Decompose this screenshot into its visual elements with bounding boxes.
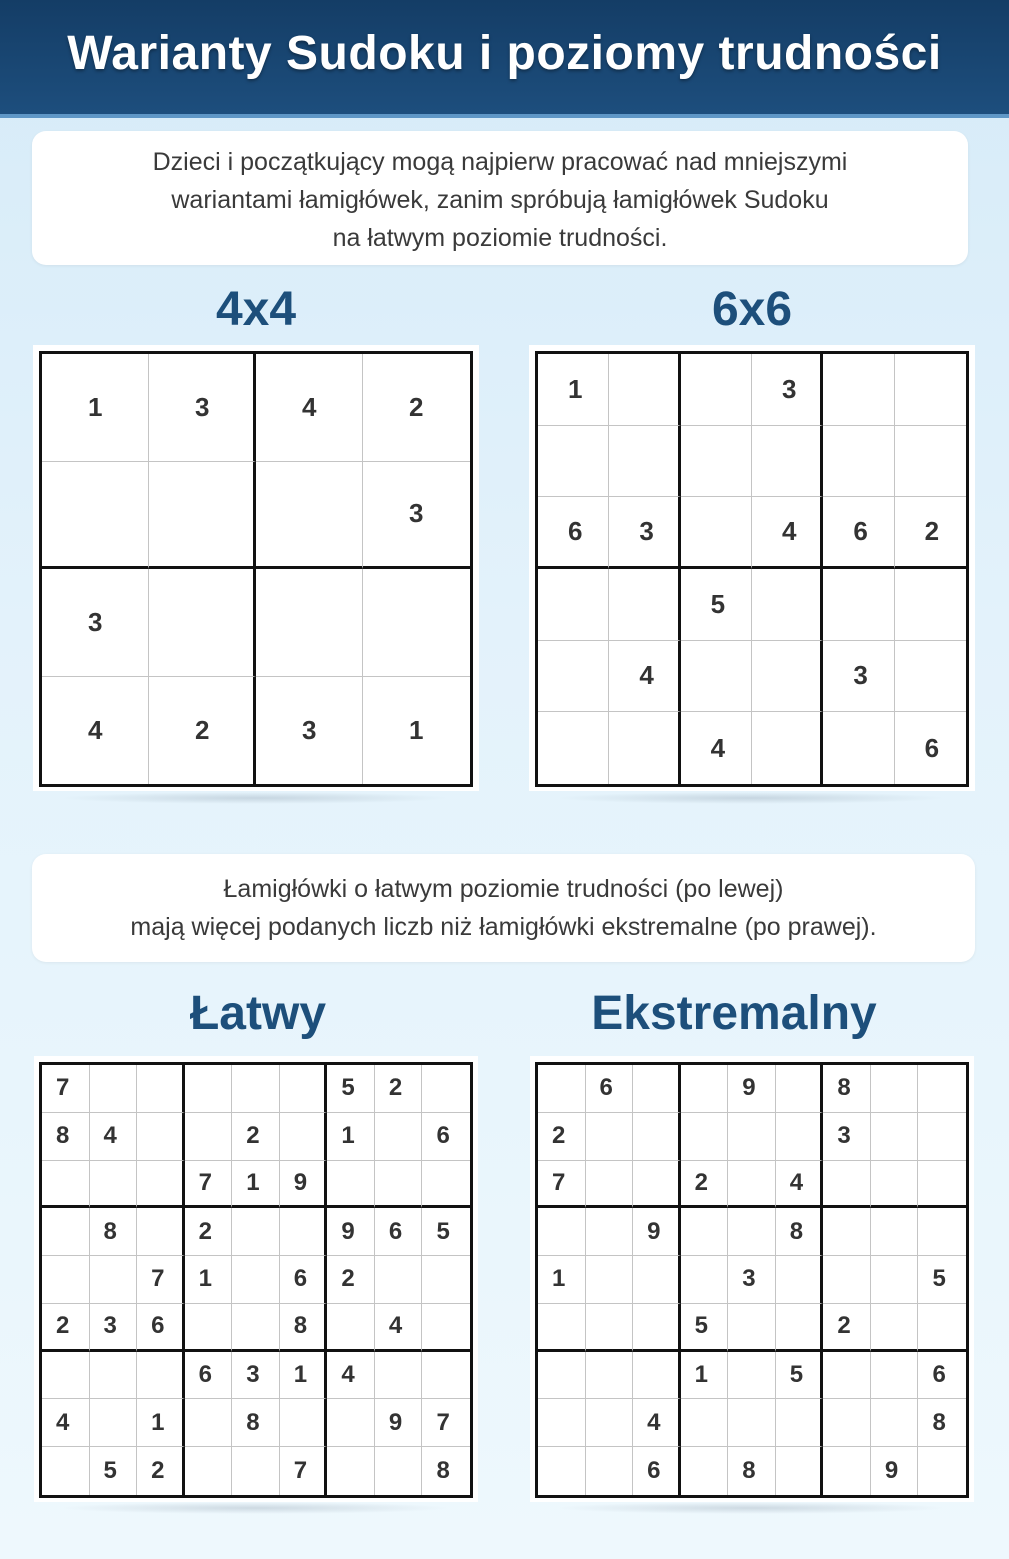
sudoku-cell — [752, 641, 823, 713]
sudoku-cell — [633, 1256, 681, 1304]
sudoku-cell — [90, 1352, 138, 1400]
sudoku-cell — [823, 569, 894, 641]
sudoku-cell — [681, 1208, 729, 1256]
page-title: Warianty Sudoku i poziomy trudności — [67, 27, 942, 80]
sudoku-cell: 4 — [327, 1352, 375, 1400]
sudoku-cell — [871, 1113, 919, 1161]
sudoku-cell: 9 — [375, 1399, 423, 1447]
sudoku-cell — [280, 1113, 328, 1161]
sudoku-cell — [375, 1447, 423, 1495]
sudoku-cell — [871, 1399, 919, 1447]
sudoku-cell — [185, 1399, 233, 1447]
puzzle-title-4x4: 4x4 — [215, 283, 297, 336]
sudoku-cell: 3 — [232, 1352, 280, 1400]
sudoku-cell: 1 — [409, 714, 424, 745]
sudoku-cell — [149, 569, 256, 677]
sudoku-cell — [633, 1304, 681, 1352]
sudoku-cell — [256, 569, 363, 677]
sudoku-cell: 1 — [538, 1256, 586, 1304]
sudoku-cell: 6 — [823, 497, 894, 569]
sudoku-cell — [918, 1113, 966, 1161]
sudoku-cell: 2 — [895, 497, 966, 569]
sudoku-cell — [363, 569, 470, 677]
sudoku-cell: 4 — [681, 712, 752, 784]
sudoku-cell — [823, 1352, 871, 1400]
sudoku-cell: 3 — [728, 1256, 776, 1304]
sudoku-cell: 2 — [823, 1304, 871, 1352]
sudoku-cell: 8 — [728, 1447, 776, 1495]
sudoku-cell — [538, 1399, 586, 1447]
sudoku-cell: 6 — [375, 1208, 423, 1256]
sudoku-cell: 3 — [42, 569, 149, 677]
sudoku-cell — [871, 1352, 919, 1400]
sudoku-cell: 5 — [327, 1065, 375, 1113]
sudoku-cell: 5 — [90, 1447, 138, 1495]
sudoku-board-6x6 — [535, 351, 969, 787]
sudoku-cell — [895, 569, 966, 641]
sudoku-cell: 8 — [918, 1399, 966, 1447]
sudoku-cell: 5 — [422, 1208, 470, 1256]
sudoku-cell — [185, 1113, 233, 1161]
sudoku-board-extreme — [535, 1062, 969, 1498]
sudoku-cell: 7 — [422, 1399, 470, 1447]
sudoku-cell: 4 — [90, 1113, 138, 1161]
sudoku-cell: 3 — [752, 354, 823, 426]
intro-line: wariantami łamigłówek, zanim spróbują łamigłówek Sudoku — [171, 186, 829, 214]
sudoku-cell: 5 — [681, 569, 752, 641]
sudoku-cell: 4 — [752, 497, 823, 569]
sudoku-cell — [681, 1113, 729, 1161]
sudoku-cell: 3 — [90, 1304, 138, 1352]
sudoku-cell: 4 — [375, 1304, 423, 1352]
sudoku-cell — [776, 1399, 824, 1447]
sudoku-cell — [681, 1447, 729, 1495]
sudoku-cell — [609, 569, 680, 641]
sudoku-cell — [280, 1065, 328, 1113]
sudoku-cell: 3 — [823, 641, 894, 713]
comparison-line: mają więcej podanych liczb niż łamigłówki ekstremalne (po prawej). — [130, 913, 877, 941]
sudoku-cell — [538, 1447, 586, 1495]
sudoku-cell — [90, 1256, 138, 1304]
sudoku-cell — [538, 641, 609, 713]
sudoku-cell — [137, 1352, 185, 1400]
sudoku-cell — [918, 1065, 966, 1113]
sudoku-cell — [633, 1161, 681, 1209]
sudoku-cell: 2 — [42, 1304, 90, 1352]
sudoku-cell — [728, 1113, 776, 1161]
sudoku-cell — [375, 1113, 423, 1161]
sudoku-cell: 6 — [185, 1352, 233, 1400]
sudoku-cell: 2 — [185, 1208, 233, 1256]
sudoku-cell — [918, 1304, 966, 1352]
sudoku-cell — [538, 1208, 586, 1256]
sudoku-cell: 6 — [538, 497, 609, 569]
sudoku-cell: 3 — [823, 1113, 871, 1161]
sudoku-cell — [42, 1208, 90, 1256]
sudoku-cell: 4 — [256, 354, 363, 462]
sudoku-cell: 5 — [918, 1256, 966, 1304]
sudoku-cell — [232, 1256, 280, 1304]
sudoku-cell — [681, 641, 752, 713]
sudoku-cell: 8 — [436, 1457, 450, 1485]
sudoku-cell — [871, 1208, 919, 1256]
sudoku-cell — [633, 1113, 681, 1161]
sudoku-cell — [752, 712, 823, 784]
sudoku-cell: 2 — [232, 1113, 280, 1161]
sudoku-cell: 9 — [871, 1447, 919, 1495]
sudoku-cell — [776, 1447, 824, 1495]
sudoku-cell: 1 — [42, 354, 149, 462]
sudoku-cell: 6 — [422, 1113, 470, 1161]
sudoku-cell — [90, 1065, 138, 1113]
sudoku-cell: 3 — [609, 497, 680, 569]
sudoku-cell: 1 — [185, 1256, 233, 1304]
sudoku-cell: 8 — [280, 1304, 328, 1352]
sudoku-cell — [586, 1161, 634, 1209]
sudoku-cell: 6 — [280, 1256, 328, 1304]
sudoku-cell — [823, 1256, 871, 1304]
sudoku-cell: 7 — [280, 1447, 328, 1495]
sudoku-cell: 6 — [137, 1304, 185, 1352]
sudoku-cell — [538, 426, 609, 498]
sudoku-cell — [42, 1352, 90, 1400]
sudoku-cell — [586, 1256, 634, 1304]
sudoku-cell — [752, 426, 823, 498]
comparison-text-box — [32, 854, 975, 962]
sudoku-cell: 6 — [586, 1065, 634, 1113]
sudoku-cell — [823, 1447, 871, 1495]
sudoku-cell — [586, 1399, 634, 1447]
sudoku-cell: 4 — [609, 641, 680, 713]
sudoku-cell — [137, 1113, 185, 1161]
sudoku-cell — [609, 354, 680, 426]
sudoku-cell — [375, 1352, 423, 1400]
intro-line: Dzieci i początkujący mogą najpierw pracować nad mniejszymi — [152, 148, 848, 176]
sudoku-cell: 6 — [918, 1352, 966, 1400]
sudoku-cell: 4 — [42, 1399, 90, 1447]
sudoku-cell — [609, 712, 680, 784]
sudoku-cell — [327, 1161, 375, 1209]
puzzle-title-6x6: 6x6 — [711, 283, 793, 336]
sudoku-cell: 5 — [681, 1304, 729, 1352]
sudoku-cell — [538, 569, 609, 641]
sudoku-cell: 1 — [232, 1161, 280, 1209]
sudoku-cell: 6 — [633, 1447, 681, 1495]
sudoku-cell — [232, 1304, 280, 1352]
sudoku-cell — [538, 712, 609, 784]
sudoku-cell: 5 — [776, 1352, 824, 1400]
sudoku-board-4x4 — [39, 351, 473, 787]
sudoku-cell: 9 — [327, 1208, 375, 1256]
sudoku-cell — [728, 1399, 776, 1447]
sudoku-cell: 4 — [633, 1399, 681, 1447]
sudoku-cell: 2 — [137, 1447, 185, 1495]
sudoku-board-easy — [39, 1062, 473, 1498]
sudoku-cell: 8 — [823, 1065, 871, 1113]
sudoku-cell — [586, 1113, 634, 1161]
sudoku-cell — [895, 641, 966, 713]
puzzle-title-easy: Łatwy — [189, 987, 327, 1040]
sudoku-cell — [90, 1399, 138, 1447]
sudoku-cell: 7 — [137, 1256, 185, 1304]
sudoku-cell — [586, 1352, 634, 1400]
sudoku-cell: 8 — [232, 1399, 280, 1447]
sudoku-cell: 8 — [776, 1208, 824, 1256]
sudoku-cell — [137, 1208, 185, 1256]
sudoku-cell — [823, 354, 894, 426]
sudoku-cell — [375, 1256, 423, 1304]
sudoku-cell — [42, 1447, 90, 1495]
sudoku-cell — [728, 1352, 776, 1400]
sudoku-cell — [422, 1352, 470, 1400]
sudoku-cell: 8 — [90, 1208, 138, 1256]
sudoku-cell — [609, 426, 680, 498]
sudoku-cell — [823, 1399, 871, 1447]
sudoku-cell — [232, 1447, 280, 1495]
sudoku-cell — [776, 1256, 824, 1304]
sudoku-cell — [776, 1304, 824, 1352]
sudoku-cell — [149, 462, 256, 570]
sudoku-cell — [185, 1304, 233, 1352]
sudoku-cell — [327, 1447, 375, 1495]
sudoku-cell — [137, 1161, 185, 1209]
sudoku-cell — [185, 1065, 233, 1113]
sudoku-cell — [137, 1065, 185, 1113]
sudoku-cell — [42, 1256, 90, 1304]
sudoku-cell — [871, 1065, 919, 1113]
sudoku-cell — [538, 1352, 586, 1400]
sudoku-cell — [728, 1304, 776, 1352]
sudoku-cell: 1 — [538, 354, 609, 426]
sudoku-cell — [422, 1065, 470, 1113]
sudoku-cell: 7 — [185, 1161, 233, 1209]
sudoku-cell — [232, 1065, 280, 1113]
sudoku-cell: 3 — [256, 677, 363, 785]
sudoku-cell: 3 — [149, 354, 256, 462]
sudoku-cell — [823, 426, 894, 498]
sudoku-cell — [871, 1256, 919, 1304]
sudoku-cell — [586, 1447, 634, 1495]
sudoku-cell — [895, 354, 966, 426]
sudoku-cell — [752, 569, 823, 641]
sudoku-cell — [823, 1161, 871, 1209]
sudoku-cell: 4 — [42, 677, 149, 785]
sudoku-cell — [681, 497, 752, 569]
sudoku-cell — [42, 1161, 90, 1209]
sudoku-cell: 2 — [538, 1113, 586, 1161]
sudoku-cell: 9 — [633, 1208, 681, 1256]
sudoku-cell: 7 — [42, 1065, 90, 1113]
board-shadow — [60, 1502, 450, 1514]
sudoku-cell: 2 — [149, 677, 256, 785]
sudoku-cell — [90, 1161, 138, 1209]
board-shadow — [556, 1502, 946, 1514]
sudoku-cell — [280, 1399, 328, 1447]
sudoku-cell — [185, 1447, 233, 1495]
sudoku-cell — [681, 1256, 729, 1304]
sudoku-cell — [538, 1304, 586, 1352]
sudoku-cell — [823, 1208, 871, 1256]
sudoku-cell — [256, 462, 363, 570]
sudoku-cell — [681, 426, 752, 498]
sudoku-cell: 2 — [375, 1065, 423, 1113]
sudoku-cell — [728, 1208, 776, 1256]
sudoku-cell — [728, 1161, 776, 1209]
board-shadow — [60, 792, 450, 804]
intro-text-box — [32, 131, 968, 265]
sudoku-cell — [918, 1208, 966, 1256]
sudoku-cell: 3 — [363, 462, 470, 570]
sudoku-cell: 9 — [728, 1065, 776, 1113]
sudoku-cell — [538, 1065, 586, 1113]
comparison-line: Łamigłówki o łatwym poziomie trudności (po lewej) — [223, 875, 784, 903]
sudoku-cell — [42, 462, 149, 570]
board-shadow — [556, 792, 946, 804]
sudoku-cell — [918, 1161, 966, 1209]
sudoku-cell: 2 — [681, 1161, 729, 1209]
sudoku-cell: 1 — [137, 1399, 185, 1447]
sudoku-cell — [327, 1304, 375, 1352]
sudoku-cell — [633, 1352, 681, 1400]
sudoku-cell — [776, 1065, 824, 1113]
sudoku-cell: 1 — [681, 1352, 729, 1400]
sudoku-cell — [422, 1161, 470, 1209]
sudoku-cell — [422, 1304, 470, 1352]
puzzle-title-extreme: Ekstremalny — [591, 987, 877, 1040]
sudoku-cell — [681, 354, 752, 426]
sudoku-cell: 1 — [280, 1352, 328, 1400]
sudoku-cell — [586, 1208, 634, 1256]
header-banner — [0, 0, 1009, 118]
sudoku-cell — [823, 712, 894, 784]
sudoku-cell — [871, 1304, 919, 1352]
sudoku-cell — [871, 1161, 919, 1209]
sudoku-cell: 2 — [327, 1256, 375, 1304]
sudoku-cell — [895, 426, 966, 498]
sudoku-cell: 6 — [924, 732, 940, 763]
sudoku-cell: 1 — [327, 1113, 375, 1161]
sudoku-cell — [586, 1304, 634, 1352]
sudoku-cell — [280, 1208, 328, 1256]
sudoku-cell — [918, 1447, 966, 1495]
sudoku-cell: 2 — [363, 354, 470, 462]
sudoku-cell: 7 — [538, 1161, 586, 1209]
intro-line: na łatwym poziomie trudności. — [332, 224, 668, 252]
sudoku-cell — [375, 1161, 423, 1209]
sudoku-cell — [327, 1399, 375, 1447]
sudoku-cell: 8 — [42, 1113, 90, 1161]
sudoku-cell — [633, 1065, 681, 1113]
sudoku-cell — [422, 1256, 470, 1304]
sudoku-cell — [776, 1113, 824, 1161]
sudoku-cell: 9 — [280, 1161, 328, 1209]
sudoku-cell: 4 — [776, 1161, 824, 1209]
sudoku-cell — [232, 1208, 280, 1256]
sudoku-cell — [681, 1065, 729, 1113]
sudoku-cell — [681, 1399, 729, 1447]
